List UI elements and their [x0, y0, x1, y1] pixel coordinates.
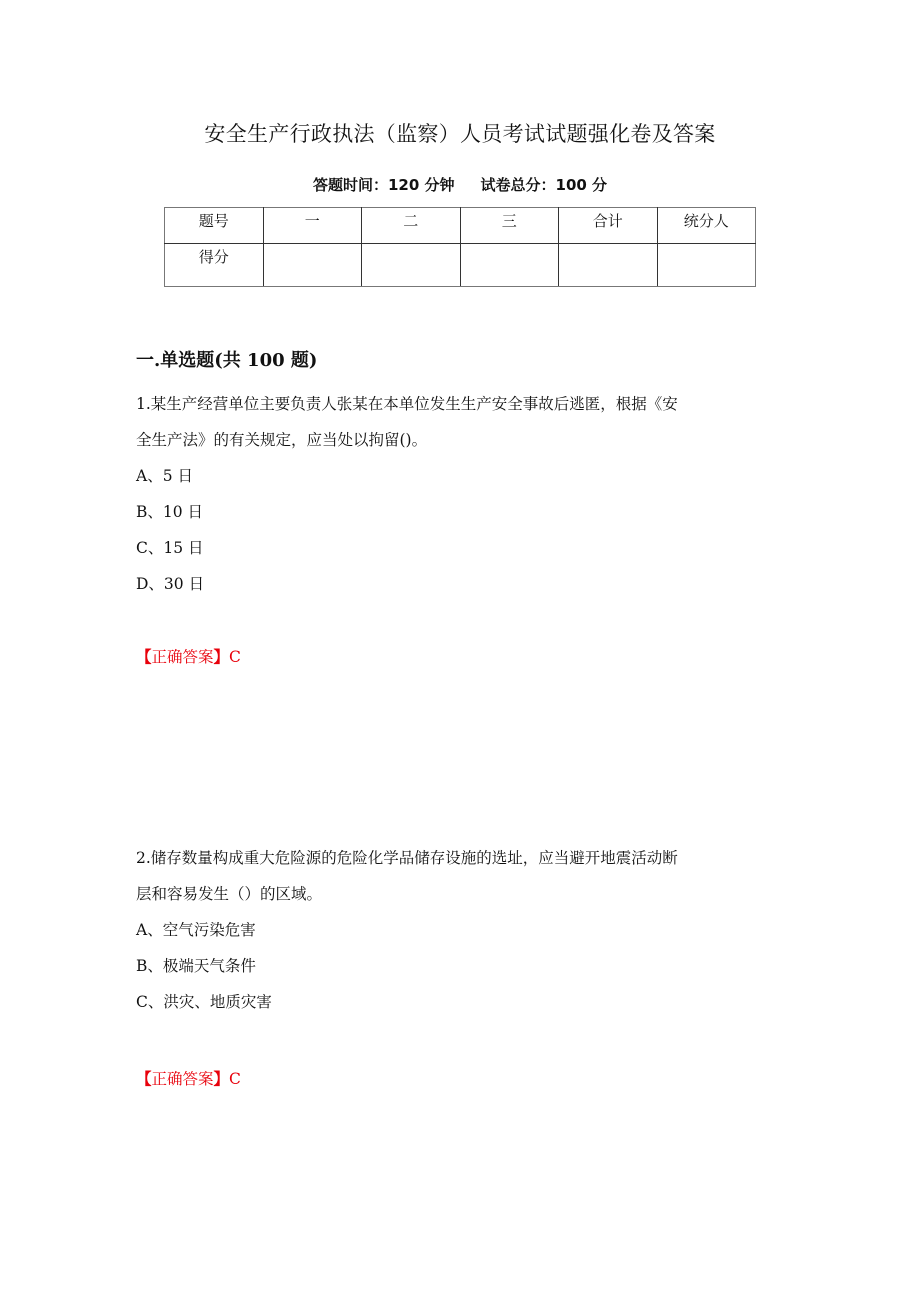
section-heading: 一.单选题(共 100 题)	[136, 350, 318, 371]
exam-info	[0, 174, 920, 195]
row-label-score: 得分	[165, 244, 264, 287]
question-1-option-d: D、30 日	[136, 575, 205, 593]
exam-time: 答题时间：120 分钟	[312, 176, 455, 194]
question-1-option-a: A、5 日	[136, 467, 193, 485]
question-1-answer	[136, 645, 241, 667]
question-2-stem-line-1: 2.储存数量构成重大危险源的危险化学品储存设施的选址，应当避开地震活动断	[136, 849, 678, 867]
question-1-option-c: C、15 日	[136, 539, 204, 557]
answer-close-bracket: 】	[213, 647, 230, 666]
answer-open-bracket: 【	[136, 1069, 152, 1088]
score-cell-scorer	[657, 244, 756, 287]
header-cell-question-no: 题号	[165, 208, 264, 244]
answer-close-bracket: 】	[213, 1069, 230, 1088]
answer-value: C	[229, 648, 241, 666]
score-cell-part-1	[263, 244, 362, 287]
document-title: 安全生产行政执法（监察）人员考试试题强化卷及答案	[204, 122, 716, 146]
question-2-answer	[136, 1067, 241, 1089]
score-table-score-row	[165, 244, 756, 287]
answer-open-bracket: 【	[136, 647, 152, 666]
header-cell-part-1: 一	[263, 208, 362, 244]
score-cell-total	[559, 244, 658, 287]
question-1-stem-line-2: 全生产法》的有关规定，应当处以拘留()。	[136, 431, 428, 449]
question-2-option-a: A、空气污染危害	[136, 921, 256, 939]
header-cell-total: 合计	[559, 208, 658, 244]
answer-label: 正确答案	[151, 1070, 214, 1088]
question-1	[136, 386, 786, 602]
answer-value: C	[229, 1070, 241, 1088]
question-2	[136, 840, 786, 1020]
score-table	[164, 207, 756, 287]
exam-total-score: 试卷总分：100 分	[480, 176, 608, 194]
question-2-option-c: C、洪灾、地质灾害	[136, 993, 272, 1011]
question-2-stem-line-2: 层和容易发生（）的区域。	[136, 885, 323, 903]
score-cell-part-3	[460, 244, 559, 287]
question-2-option-b: B、极端天气条件	[136, 957, 256, 975]
score-table-header-row	[165, 208, 756, 244]
header-cell-part-3: 三	[460, 208, 559, 244]
question-1-stem-line-1: 1.某生产经营单位主要负责人张某在本单位发生生产安全事故后逃匿，根据《安	[136, 395, 678, 413]
header-cell-scorer: 统分人	[657, 208, 756, 244]
score-cell-part-2	[362, 244, 461, 287]
question-1-option-b: B、10 日	[136, 503, 204, 521]
answer-label: 正确答案	[151, 648, 214, 666]
header-cell-part-2: 二	[362, 208, 461, 244]
